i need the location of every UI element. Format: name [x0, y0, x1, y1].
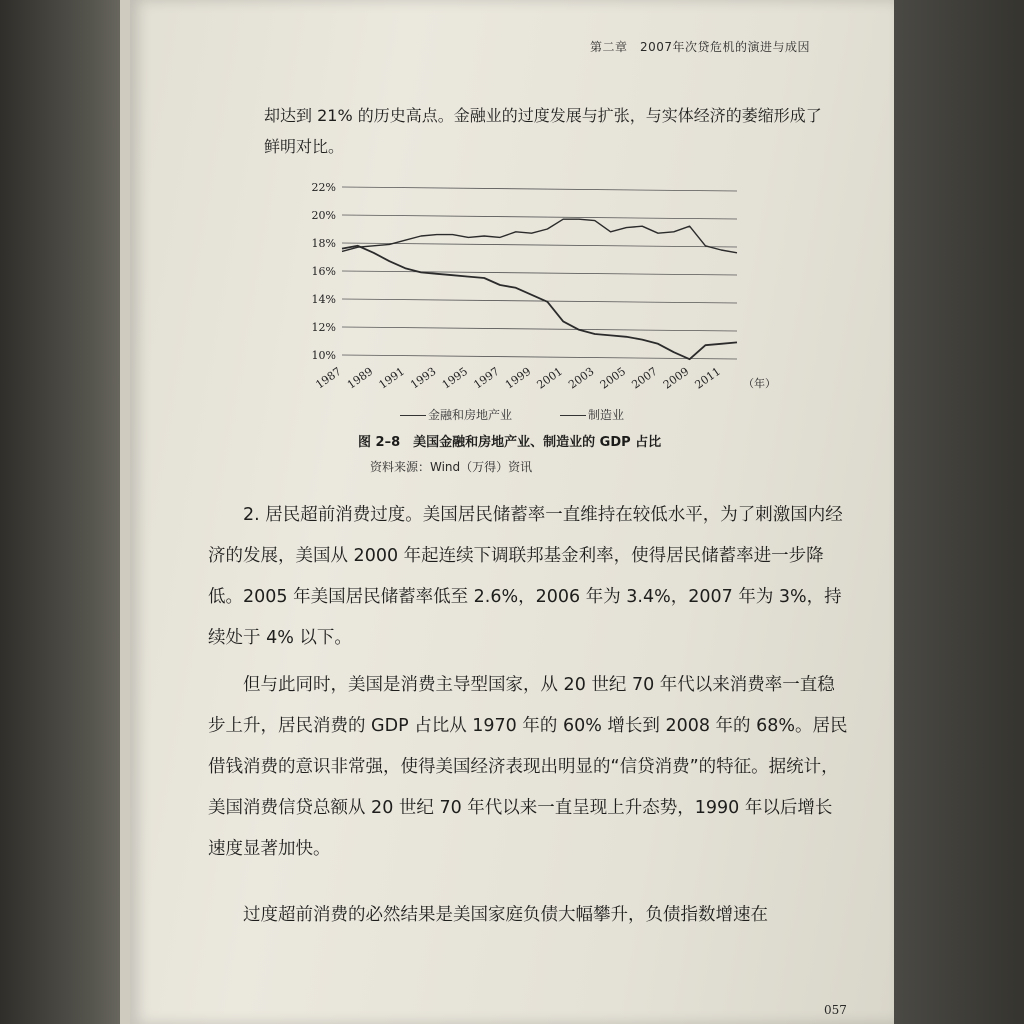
- gridline: [342, 215, 737, 219]
- x-tick-label: 1987: [313, 364, 344, 392]
- paragraph-consumer-credit: 但与此同时，美国是消费主导型国家，从 20 世纪 70 年代以来消费率一直稳步上升，居民消费的 GDP 占比从 1970 年的 60% 增长到 2008 年的 68%。居民借钱消费的意识非常强，使得美国经济表现出明显的“信贷消费”的特征。据统计，美国消费信贷总额从 20 世纪 70 年代以来一直呈现上升态势，1990 年以后增长速度显著加快。: [208, 675, 848, 859]
- gridline: [342, 299, 737, 303]
- figure-caption: 图 2–8 美国金融和房地产业、制造业的 GDP 占比: [358, 435, 662, 450]
- y-tick-label: 18%: [311, 237, 336, 250]
- y-tick-label: 22%: [311, 181, 336, 194]
- x-tick-label: 1995: [439, 364, 471, 392]
- gridline: [342, 271, 737, 275]
- paragraph-debt: 过度超前消费的必然结果是美国家庭负债大幅攀升，负债指数增速在: [243, 905, 768, 925]
- legend-swatch: [400, 415, 426, 416]
- x-axis-unit-label: （年）: [743, 377, 776, 390]
- book-spine-shadow: [0, 0, 130, 1024]
- y-tick-label: 20%: [311, 209, 336, 222]
- x-tick-label: 2001: [534, 364, 565, 392]
- gridline: [342, 327, 737, 331]
- y-tick-label: 12%: [311, 321, 336, 334]
- gridline: [342, 243, 737, 247]
- y-tick-label: 16%: [311, 265, 336, 278]
- x-tick-label: 2005: [597, 364, 629, 392]
- line-chart: [300, 175, 820, 410]
- x-tick-label: 1989: [344, 364, 376, 392]
- gridline: [342, 187, 737, 191]
- x-tick-label: 2009: [660, 364, 692, 392]
- paragraph-intro: 却达到 21% 的历史高点。金融业的过度发展与扩张，与实体经济的萎缩形成了鲜明对比。: [264, 106, 822, 156]
- legend-item-manufacturing: [560, 406, 624, 423]
- legend-item-finance: [400, 406, 512, 423]
- x-tick-label: 1997: [471, 364, 502, 392]
- paragraph-consumption: 2. 居民超前消费过度。美国居民储蓄率一直维持在较低水平，为了刺激国内经济的发展，美国从 2000 年起连续下调联邦基金利率，使得居民储蓄率进一步降低。2005 年美国居民储蓄率低至 2.6%，2006 年为 3.4%，2007 年为 3%，持续处于 4% 以下。: [208, 505, 843, 648]
- legend-label: 金融和房地产业: [428, 408, 513, 422]
- x-tick-label: 1991: [376, 364, 407, 392]
- legend-label: 制造业: [588, 408, 625, 422]
- figure-source: 资料来源：Wind（万得）资讯: [370, 460, 533, 474]
- gridline: [342, 355, 737, 359]
- x-tick-label: 1993: [408, 364, 439, 392]
- running-head: 第二章 2007年次贷危机的演进与成因: [590, 40, 811, 54]
- x-tick-label: 2007: [629, 364, 660, 392]
- x-tick-label: 2003: [566, 364, 597, 392]
- x-tick-label: 2011: [692, 364, 723, 392]
- y-tick-label: 10%: [311, 349, 336, 362]
- page-number: 057: [824, 1003, 847, 1017]
- y-tick-label: 14%: [311, 293, 336, 306]
- series-line-finance: [342, 219, 737, 253]
- legend-swatch: [560, 415, 586, 416]
- x-tick-label: 1999: [502, 364, 534, 392]
- background-right: [894, 0, 1024, 1024]
